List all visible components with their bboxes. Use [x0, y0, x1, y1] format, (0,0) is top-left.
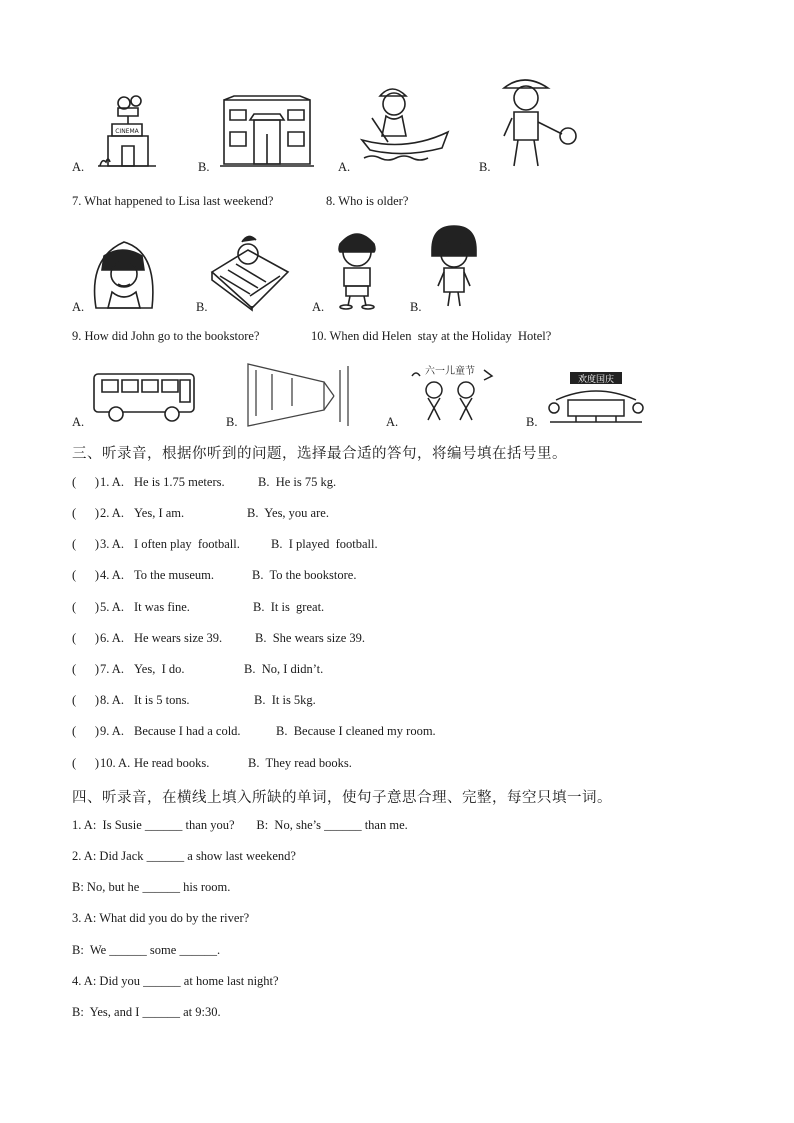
childrens-day-text: 六一儿童节 — [425, 366, 475, 377]
s3-item-2 — [72, 506, 329, 521]
national-day-picture — [546, 370, 646, 426]
cinema-picture — [96, 94, 158, 170]
rowing-boat-picture — [358, 82, 454, 164]
option-a: It was fine. — [134, 600, 190, 614]
answer-blank-3[interactable]: ( ) — [72, 537, 100, 551]
s3-item-1 — [72, 475, 337, 490]
answer-blank-6[interactable]: ( ) — [72, 631, 100, 645]
item-number: 6. A. — [100, 631, 124, 645]
row3-label-b2: B. — [526, 415, 538, 429]
option-a: Yes, I am. — [134, 506, 185, 520]
s3-item-4 — [72, 568, 357, 583]
row3-label-a1: A. — [72, 415, 85, 429]
option-b: B. He is 75 kg. — [258, 475, 337, 489]
option-a: It is 5 tons. — [134, 693, 190, 707]
row1-label-b1: B. — [198, 160, 210, 174]
s3-item-10 — [72, 756, 352, 771]
row1-label-a2: A. — [338, 160, 351, 174]
item-number: 9. A. — [100, 724, 124, 738]
question-7: 7. What happened to Lisa last weekend? — [72, 194, 274, 208]
option-b: B. To the bookstore. — [252, 568, 357, 582]
option-b: B. She wears size 39. — [255, 631, 366, 645]
s4-line-7: B: Yes, and I ______ at 9:30. — [72, 1005, 221, 1019]
butterfly-net-picture — [500, 70, 580, 172]
s3-item-8 — [72, 693, 316, 708]
section-4-heading: 四、听录音，在横线上填入所缺的单词，使句子意思合理、完整，每空只填一词。 — [72, 790, 612, 806]
girl-standing-picture — [426, 224, 482, 310]
s3-item-6 — [72, 631, 366, 646]
answer-blank-7[interactable]: ( ) — [72, 662, 100, 676]
sick-girl-picture — [88, 236, 162, 312]
section-3-heading: 三、听录音，根据你听到的问题，选择最合适的答句，将编号填在括号里。 — [72, 446, 567, 462]
answer-blank-1[interactable]: ( ) — [72, 475, 100, 489]
option-b: B. It is 5kg. — [254, 693, 316, 707]
option-b: B. It is great. — [253, 600, 325, 614]
cinema-sign-text: CINEMA — [115, 128, 139, 135]
s4-line-1: 1. A: Is Susie ______ than you? B: No, she’s ______ than me. — [72, 818, 408, 832]
answer-blank-10[interactable]: ( ) — [72, 756, 100, 770]
s4-line-4: 3. A: What did you do by the river? — [72, 911, 250, 925]
option-a: To the museum. — [134, 568, 215, 582]
answer-blank-5[interactable]: ( ) — [72, 600, 100, 614]
question-10: 10. When did Helen stay at the Holiday Hotel? — [311, 329, 552, 343]
boy-standing-picture — [332, 228, 382, 310]
row2-label-b2: B. — [410, 300, 422, 314]
s4-line-3: B: No, but he ______ his room. — [72, 880, 231, 894]
s3-item-3 — [72, 537, 378, 552]
row1-label-b2: B. — [479, 160, 491, 174]
item-number: 8. A. — [100, 693, 124, 707]
question-8: 8. Who is older? — [326, 194, 409, 208]
option-a: He read books. — [134, 756, 210, 770]
answer-blank-9[interactable]: ( ) — [72, 724, 100, 738]
option-a: He wears size 39. — [134, 631, 223, 645]
subway-picture — [244, 358, 356, 430]
item-number: 10. A. — [100, 756, 131, 770]
option-b: B. No, I didn’t. — [244, 662, 324, 676]
s3-item-7 — [72, 662, 324, 677]
option-a: Because I had a cold. — [134, 724, 241, 738]
option-b: B. Yes, you are. — [247, 506, 329, 520]
answer-blank-2[interactable]: ( ) — [72, 506, 100, 520]
item-number: 2. A. — [100, 506, 124, 520]
row2-label-b1: B. — [196, 300, 208, 314]
option-b: B. Because I cleaned my room. — [276, 724, 436, 738]
sleeping-picture — [206, 228, 292, 312]
item-number: 3. A. — [100, 537, 124, 551]
bus-picture — [92, 370, 196, 424]
national-day-text: 欢度国庆 — [577, 375, 615, 385]
s3-item-5 — [72, 600, 325, 615]
row2-label-a2: A. — [312, 300, 325, 314]
row1-label-a1: A. — [72, 160, 85, 174]
answer-blank-4[interactable]: ( ) — [72, 568, 100, 582]
item-number: 4. A. — [100, 568, 124, 582]
row3-label-a2: A. — [386, 415, 399, 429]
row3-label-b1: B. — [226, 415, 238, 429]
answer-blank-8[interactable]: ( ) — [72, 693, 100, 707]
option-a: Yes, I do. — [134, 662, 185, 676]
item-number: 7. A. — [100, 662, 124, 676]
s4-line-2: 2. A: Did Jack ______ a show last weekend? — [72, 849, 296, 863]
option-a: I often play football. — [134, 537, 240, 551]
library-picture — [220, 94, 314, 170]
option-a: He is 1.75 meters. — [134, 475, 225, 489]
s3-item-9 — [72, 724, 436, 739]
childrens-day-picture — [404, 360, 500, 424]
s4-line-6: 4. A: Did you ______ at home last night? — [72, 974, 279, 988]
s4-line-5: B: We ______ some ______. — [72, 943, 221, 957]
option-b: B. I played football. — [271, 537, 378, 551]
row2-label-a1: A. — [72, 300, 85, 314]
question-9: 9. How did John go to the bookstore? — [72, 329, 260, 343]
option-b: B. They read books. — [248, 756, 352, 770]
item-number: 1. A. — [100, 475, 124, 489]
item-number: 5. A. — [100, 600, 124, 614]
